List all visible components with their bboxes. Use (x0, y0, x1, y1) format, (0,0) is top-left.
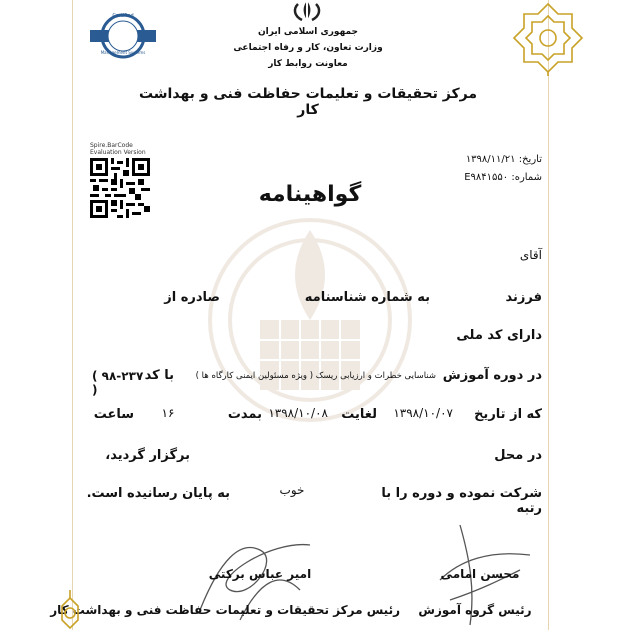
ornament-top-right-icon (510, 0, 586, 76)
cert-badge-top-text: Certified (112, 13, 134, 19)
id-number-label: به شماره شناسنامه (304, 290, 430, 305)
with-code-label: با کد (144, 368, 174, 383)
qr-caption-2: Evaluation Version (90, 149, 146, 156)
certificate-title: گواهینامه (258, 182, 362, 207)
number-value: E۹۸۴۱۵۵۰ (464, 172, 509, 183)
location-label: در محل (494, 448, 542, 463)
date-value: ۱۳۹۸/۱۱/۲۱ (465, 154, 516, 165)
watermark-emblem-icon (190, 190, 430, 440)
date-row (420, 154, 542, 165)
number-label: شماره: (511, 172, 542, 183)
right-signer-title: رئیس گروه آموزش (418, 603, 532, 617)
ornament-bottom-left-icon (48, 590, 92, 630)
republic-title: جمهوری اسلامی ایران (257, 27, 359, 37)
hours-label: ساعت (93, 407, 134, 422)
held-label: برگزار گردید، (105, 448, 190, 463)
course-code: ( ۹۸-۲۳۷ ) (92, 369, 144, 397)
right-border-line (548, 0, 549, 630)
end-date: ۱۳۹۸/۱۰/۰۸ (268, 406, 328, 420)
number-row (420, 172, 542, 183)
certification-logo (90, 12, 156, 62)
from-date-label: که از تاریخ (474, 407, 542, 422)
child-of-label: فرزند (505, 290, 542, 305)
date-label: تاریخ: (518, 154, 542, 165)
left-border-line (72, 0, 73, 630)
grade-value: خوب (279, 483, 305, 497)
start-date: ۱۳۹۸/۱۰/۰۷ (393, 406, 453, 420)
qr-code (90, 158, 150, 218)
qr-caption-1: Spire.BarCode (90, 142, 133, 149)
hours-value: ۱۶ (161, 406, 175, 420)
right-signer-name: محسن امامی (440, 567, 520, 581)
in-course-label: در دوره آموزش (442, 368, 542, 383)
cert-badge-mid-text: QS (112, 26, 134, 44)
completed-label: به پایان رسانیده است. (86, 486, 230, 501)
duration-label: بمدت (227, 407, 262, 422)
issued-from-label: صادره از (164, 290, 220, 305)
left-signer-title: رئیس مرکز تحقیقات و تعلیمات حفاظت فنی و بهداشت کار (50, 603, 400, 617)
cert-badge-bottom-text: Management Systems (100, 50, 146, 55)
ministry-title: وزارت تعاون، کار و رفاه اجتماعی (233, 43, 383, 53)
center-title: مرکز تحقیقات و تعلیمات حفاظت فنی و بهداشت کار (138, 86, 478, 118)
until-label: لغایت (341, 407, 377, 422)
participated-label: شرکت نموده و دوره را با رتبه (381, 486, 542, 516)
mr-label: آقای (519, 248, 542, 262)
left-signer-name: امیر عباس برکتی (208, 567, 312, 581)
deputy-title: معاونت روابط کار (268, 59, 348, 69)
national-id-label: دارای کد ملی (456, 328, 542, 343)
iran-emblem-icon (289, 0, 325, 22)
course-name: شناسایی خطرات و ارزیابی ریسک ( ویژه مسئولین ایمنی کارگاه ها ) (195, 371, 436, 381)
